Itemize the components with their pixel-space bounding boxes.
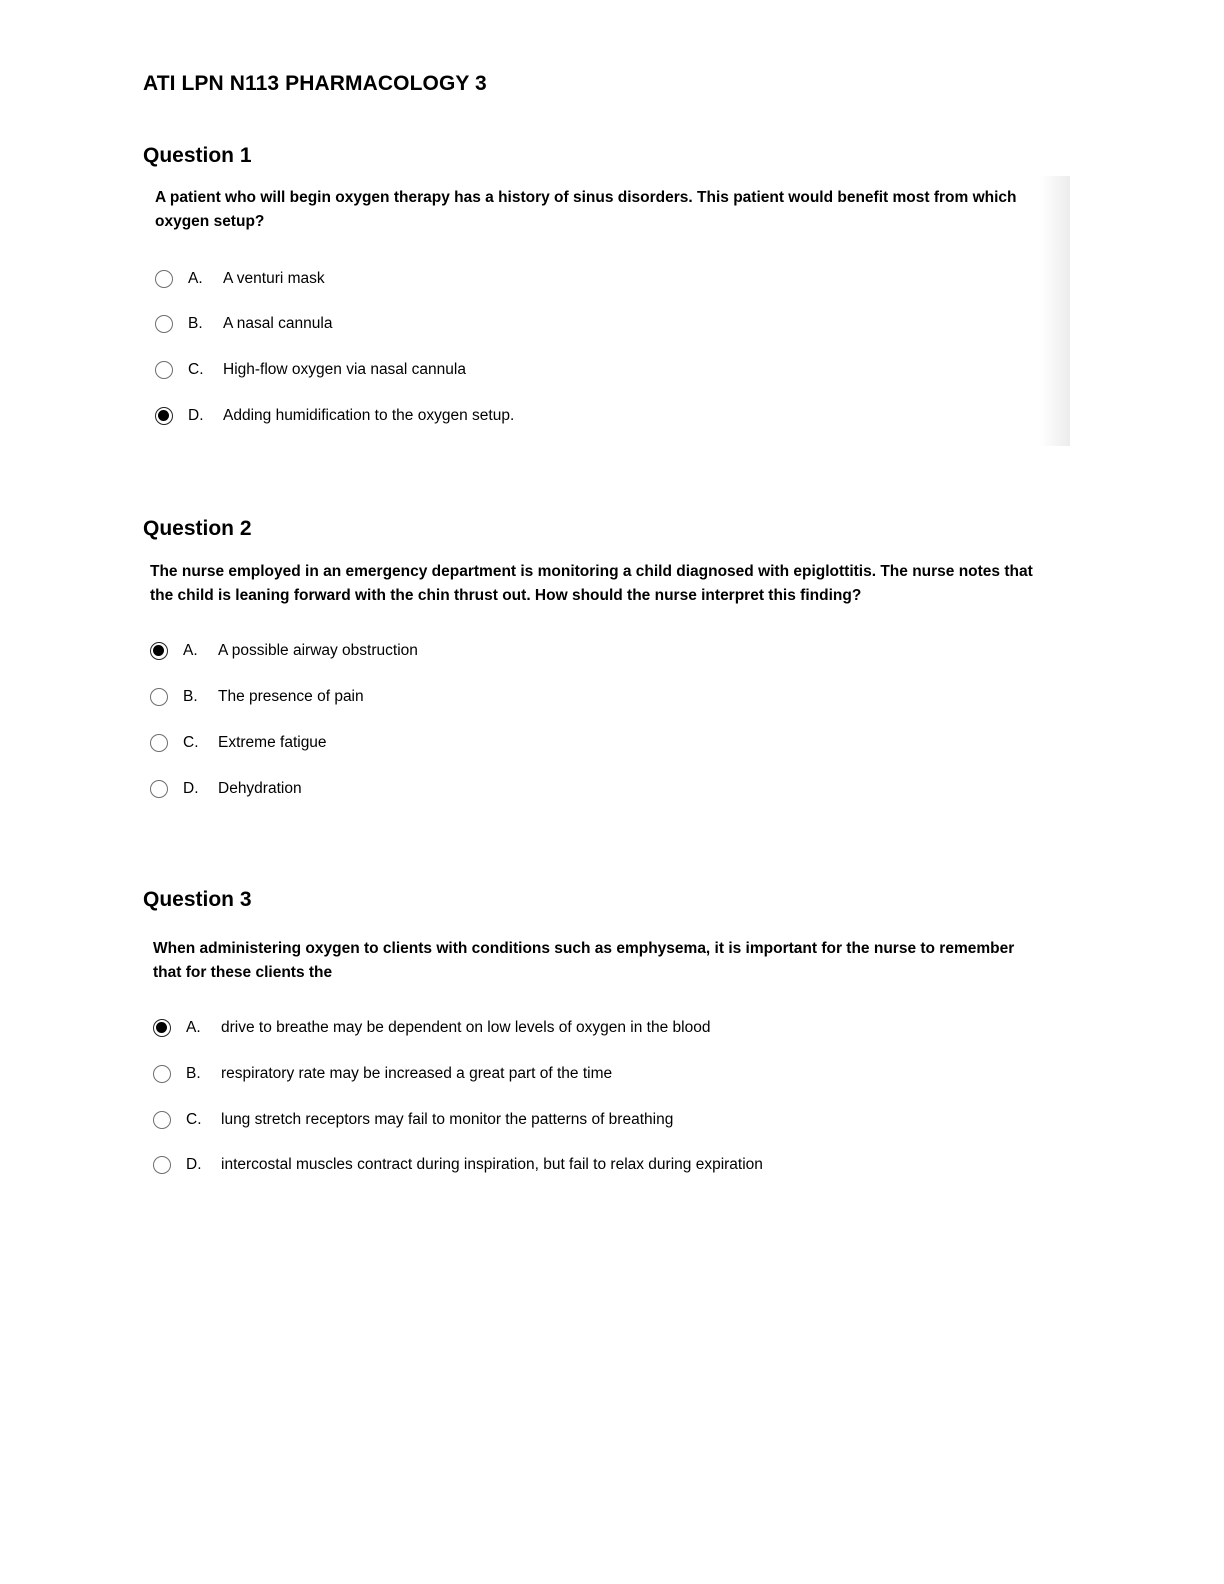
question-1-option-c[interactable] [155,358,466,382]
option-letter: D. [188,407,204,424]
question-2-option-b[interactable] [150,685,364,709]
option-text: High-flow oxygen via nasal cannula [223,361,466,378]
radio-button[interactable] [155,270,173,288]
option-letter: B. [188,315,203,332]
option-letter: C. [183,734,199,751]
question-2-card [150,550,1050,810]
option-letter: B. [186,1065,201,1082]
question-2-text: The nurse employed in an emergency department is monitoring a child diagnosed with epiglottitis. The nurse notes that the child is leaning forward with the chin thrust out. How should the nurse interpret this finding? [150,563,1033,604]
option-letter: A. [183,642,198,659]
option-text: Adding humidification to the oxygen setup. [223,407,515,424]
radio-button-selected[interactable] [155,407,173,425]
option-text: A nasal cannula [223,315,333,332]
question-3-heading: Question 3 [143,888,252,911]
document-title: ATI LPN N113 PHARMACOLOGY 3 [143,72,487,95]
option-letter: D. [186,1156,202,1173]
question-1-card [155,176,1070,446]
question-2-option-c[interactable] [150,731,327,755]
radio-button[interactable] [153,1111,171,1129]
radio-button[interactable] [150,734,168,752]
radio-button[interactable] [155,315,173,333]
option-letter: C. [188,361,204,378]
option-letter: C. [186,1111,202,1128]
option-letter: D. [183,780,199,797]
question-2-option-a[interactable] [150,639,418,663]
radio-button[interactable] [150,780,168,798]
radio-button[interactable] [153,1065,171,1083]
question-3-option-a[interactable] [153,1016,711,1040]
option-text: A venturi mask [223,270,325,287]
question-1-option-b[interactable] [155,312,333,336]
radio-button[interactable] [150,688,168,706]
option-text: drive to breathe may be dependent on low levels of oxygen in the blood [221,1019,711,1036]
question-3-card [153,927,1053,1187]
option-text: Dehydration [218,780,302,797]
question-1-text: A patient who will begin oxygen therapy has a history of sinus disorders. This patient would benefit most from which oxygen setup? [155,189,1017,230]
question-3-option-d[interactable] [153,1153,763,1177]
question-1-option-d[interactable] [155,404,515,428]
question-3-option-b[interactable] [153,1062,613,1086]
option-text: respiratory rate may be increased a great part of the time [221,1065,613,1082]
option-letter: A. [186,1019,201,1036]
option-text: The presence of pain [218,688,364,705]
option-letter: B. [183,688,198,705]
radio-button-selected[interactable] [153,1019,171,1037]
option-text: A possible airway obstruction [218,642,418,659]
option-text: intercostal muscles contract during inspiration, but fail to relax during expiration [221,1156,763,1173]
radio-button-selected[interactable] [150,642,168,660]
question-3-text: When administering oxygen to clients with conditions such as emphysema, it is important for the nurse to remember that for these clients the [153,940,1015,981]
question-3-option-c[interactable] [153,1108,674,1132]
question-2-option-d[interactable] [150,777,302,801]
question-2-heading: Question 2 [143,517,252,540]
radio-button[interactable] [153,1156,171,1174]
question-1-heading: Question 1 [143,144,252,167]
option-text: Extreme fatigue [218,734,327,751]
question-1-option-a[interactable] [155,267,325,291]
option-text: lung stretch receptors may fail to monitor the patterns of breathing [221,1111,674,1128]
radio-button[interactable] [155,361,173,379]
option-letter: A. [188,270,203,287]
